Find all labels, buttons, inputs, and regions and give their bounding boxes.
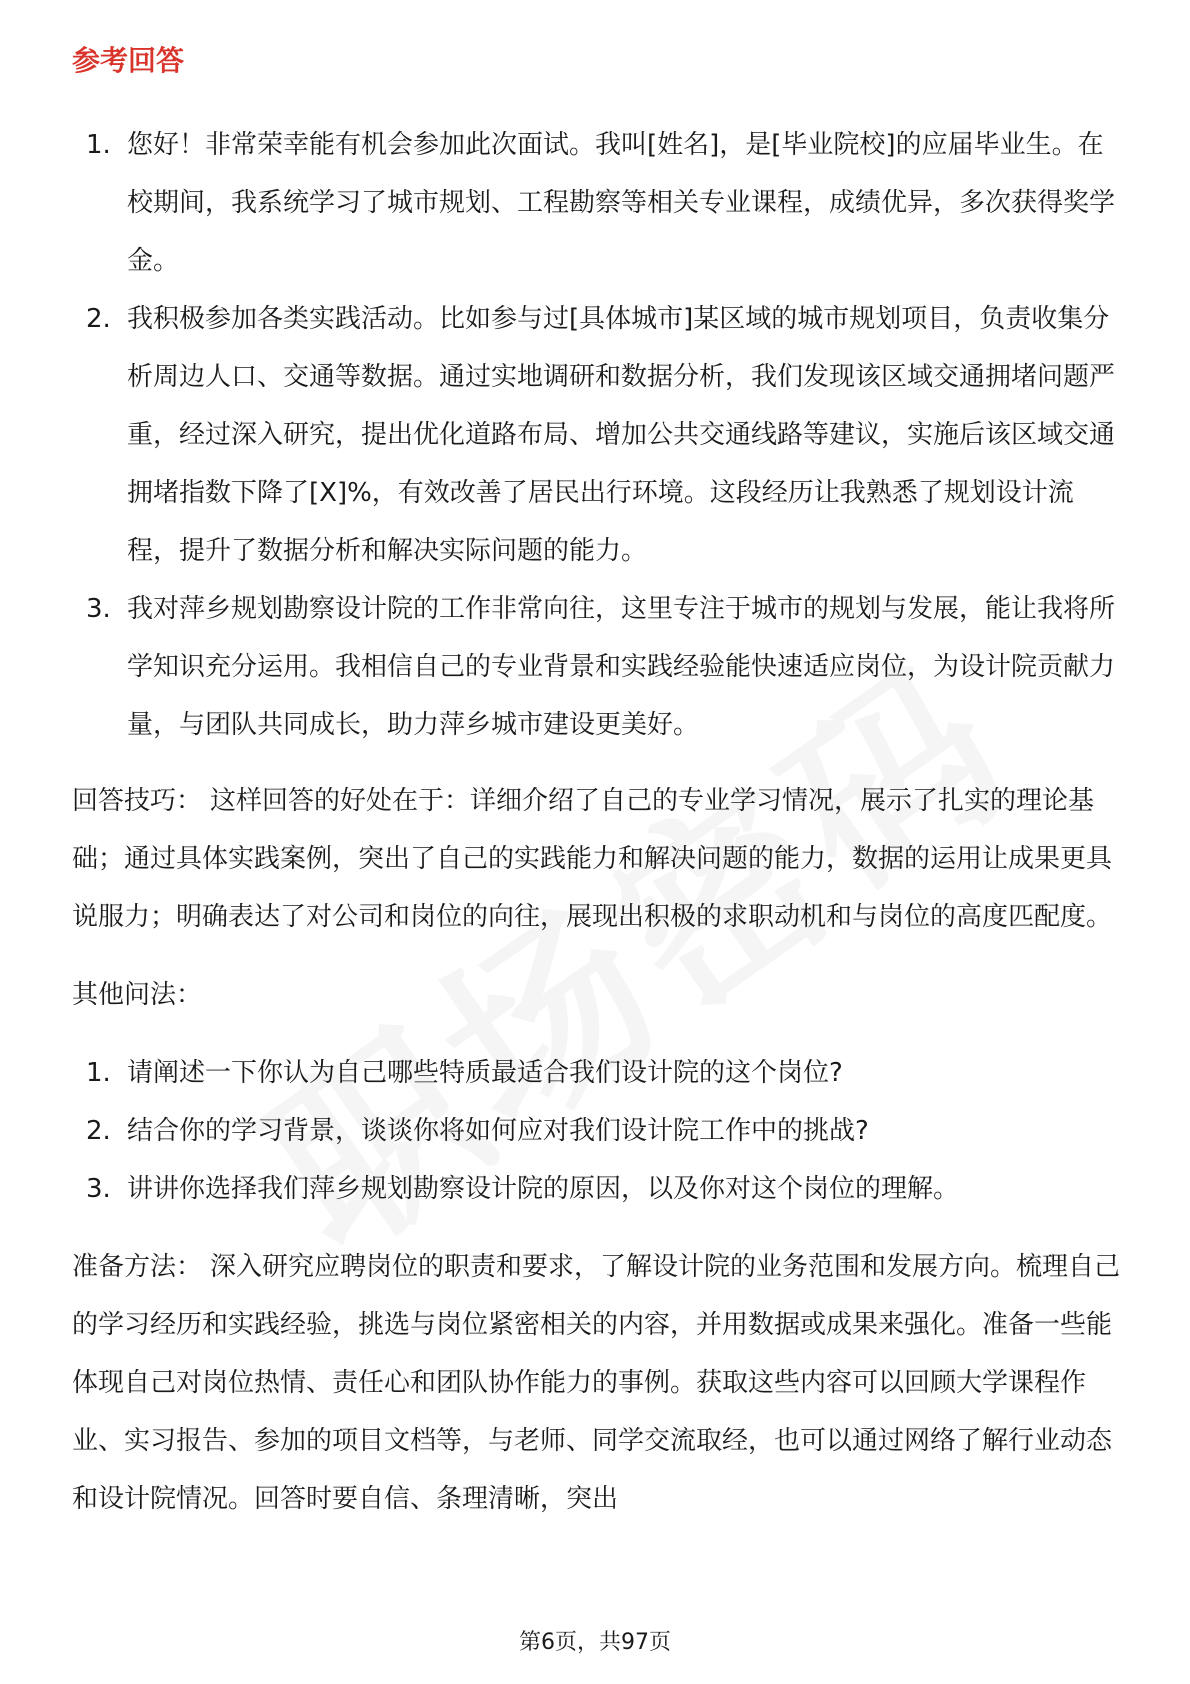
tips-paragraph (72, 772, 1122, 946)
reference-answer-heading: 参考回答 (72, 44, 185, 77)
list-item (72, 1160, 1122, 1218)
document-page (72, 40, 1122, 1528)
other-questions-title: 其他问法： (72, 980, 203, 1010)
list-item-text: 讲讲你选择我们萍乡规划勘察设计院的原因，以及你对这个岗位的理解。 (127, 1174, 960, 1204)
list-number: 2. (86, 1116, 111, 1146)
preparation-text: 深入研究应聘岗位的职责和要求，了解设计院的业务范围和发展方向。梳理自己的学习经历和实践经验，挑选与岗位紧密相关的内容，并用数据或成果来强化。准备一些能体现自己对岗位热情、责任心和团队协作能力的事例。获取这些内容可以回顾大学课程作业、实习报告、参加的项目文档等，与老师、同学交流取经，也可以通过网络了解行业动态和设计院情况。回答时要自信、条理清晰，突出 (72, 1252, 1121, 1514)
list-number: 2. (86, 304, 111, 334)
list-item-text: 我对萍乡规划勘察设计院的工作非常向往，这里专注于城市的规划与发展，能让我将所学知识充分运用。我相信自己的专业背景和实践经验能快速适应岗位，为设计院贡献力量，与团队共同成长，助力萍乡城市建设更美好。 (127, 594, 1116, 740)
list-item-text: 结合你的学习背景，谈谈你将如何应对我们设计院工作中的挑战? (127, 1116, 869, 1146)
tips-label: 回答技巧： (72, 786, 203, 816)
list-number: 3. (86, 1174, 111, 1204)
list-item-text: 我积极参加各类实践活动。比如参与过[具体城市]某区域的城市规划项目，负责收集分析周边人口、交通等数据。通过实地调研和数据分析，我们发现该区域交通拥堵问题严重，经过深入研究，提出优化道路布局、增加公共交通线路等建议，实施后该区域交通拥堵指数下降了[X]%，有效改善了居民出行环境。这段经历让我熟悉了规划设计流程，提升了数据分析和解决实际问题的能力。 (127, 304, 1116, 566)
list-number: 1. (86, 130, 111, 160)
list-item (72, 1102, 1122, 1160)
list-item-text: 您好！非常荣幸能有机会参加此次面试。我叫[姓名]，是[毕业院校]的应届毕业生。在校期间，我系统学习了城市规划、工程勘察等相关专业课程，成绩优异，多次获得奖学金。 (127, 130, 1116, 276)
list-item (72, 1044, 1122, 1102)
preparation-label: 准备方法： (72, 1252, 203, 1282)
list-number: 1. (86, 1058, 111, 1088)
other-questions-list (72, 1044, 1122, 1218)
preparation-paragraph (72, 1238, 1122, 1528)
tips-text: 这样回答的好处在于：详细介绍了自己的专业学习情况，展示了扎实的理论基础；通过具体实践案例，突出了自己的实践能力和解决问题的能力，数据的运用让成果更具说服力；明确表达了对公司和岗位的向往，展现出积极的求职动机和与岗位的高度匹配度。 (72, 786, 1113, 932)
list-item (72, 580, 1122, 754)
page-footer: 第6页，共97页 (519, 1630, 671, 1655)
list-item (72, 290, 1122, 580)
list-item-text: 请阐述一下你认为自己哪些特质最适合我们设计院的这个岗位? (127, 1058, 843, 1088)
list-number: 3. (86, 594, 111, 624)
answer-list (72, 116, 1122, 754)
list-item (72, 116, 1122, 290)
